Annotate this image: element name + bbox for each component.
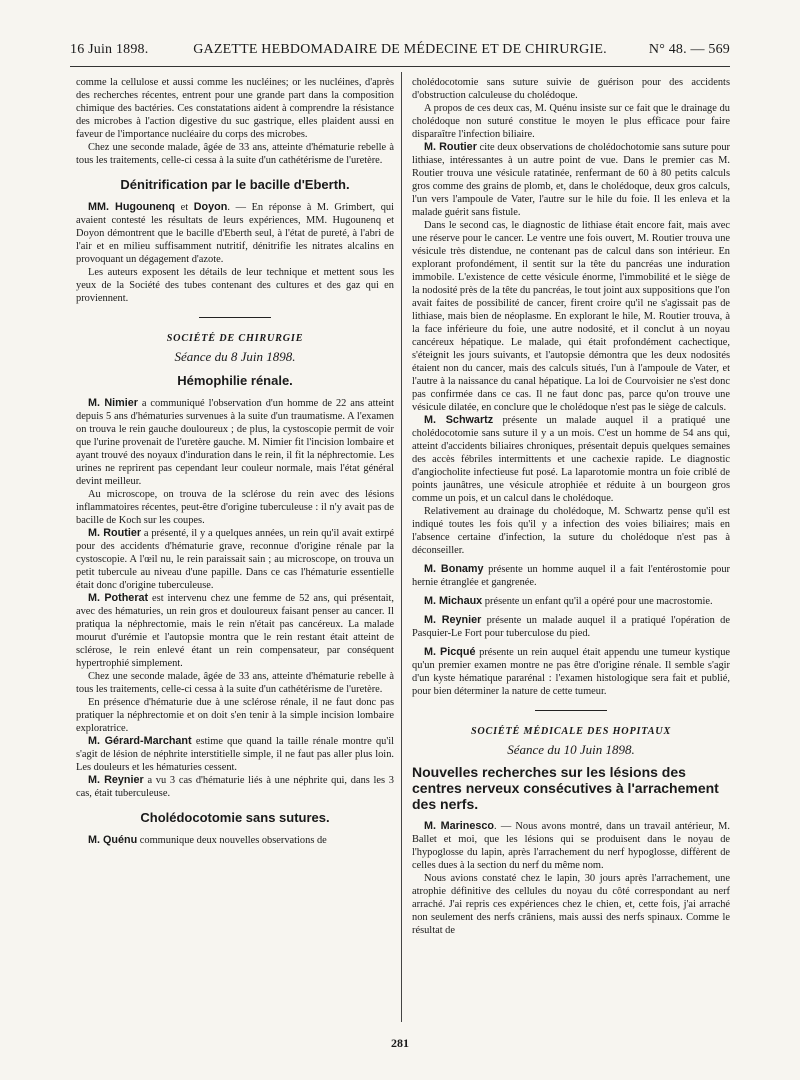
paragraph: Dans le second cas, le diagnostic de lithiase était encore fait, mais avec une réserve pour le cancer. Le ventre une fois ouvert, M. Routier trouva une vésicule très distendue, ne contenant pas de calcul dans son intérieur. En explorant profondément, il sentit sur la tête du pancréas une induration immobile. L'existence de cette vésicule énorme, l'immobilité et le siège de la nodosité près de la tête du pancréas, le tout joint aux suppositions que l'on avait faites de possibilité de cancer, firent croire qu'il ne s'agissait pas de lithiase, mais bien de néoplasme. En explorant le hile, M. Routier trouva, à la face inférieure du foie, une autre nodosité, et il conclut à un noyau cancéreux hépatique. Le malade, qui était profondément cachectique, s'éteignit les jours suivants, et l'autopsie démontra que les deux nodosités étaient non du cancer, mais des calculs situés, l'un à l'ampoule de Vater, et l'autre à la naissance du canal hépatique. La loi de Courvoisier ne s'est donc pas confirmée dans ce cas. Il ne faut donc pas, parce qu'on trouve une vésicule dilatée, en conclure que le cholédoque n'est pas le siège de calculs. [412, 220, 730, 413]
text-run: . — En réponse à M. Grimbert, qui avaient contesté les résultats de leurs expériences, MM. Hugounenq et Doyon démontrent que le bacille d'Eberth seul, à l'état de pureté, à l'abri de l'air et en milieu suffisamment nutritif, dénitrifie les nitrates alcalins en provoquant un dégagement d'azote. [76, 202, 394, 265]
left-column [76, 76, 394, 847]
text-run: et [174, 202, 194, 213]
running-header [70, 40, 730, 60]
section-rule [199, 317, 271, 318]
paragraph [76, 834, 394, 847]
paragraph: Nous avions constaté chez le lapin, 30 jours après l'arrachement, une atrophie définitive des cellules du noyau du côté correspondant au nerf arraché. J'ai repris ces expériences chez le chien, et, cette fois, j'ai arraché non seulement des nerfs crâniens, mais aussi des nerfs spinaux. Comme le résultat de [412, 873, 730, 936]
paragraph: Chez une seconde malade, âgée de 33 ans, atteinte d'hématurie rebelle à tous les traitements, celle-ci cessa à la suite d'un cathétérisme de l'uretère. [76, 142, 394, 166]
paragraph [76, 397, 394, 488]
text-run: présente un malade auquel il a pratiqué l'opération de Pasquier-Le Fort pour tuberculose du pied. [412, 615, 730, 639]
author-name: M. Schwartz [424, 414, 494, 426]
text-run: présente un homme auquel il a fait l'entérostomie pour hernie étranglée et gangrenée. [412, 564, 730, 588]
paragraph [412, 820, 730, 872]
paragraph: Relativement au drainage du cholédoque, M. Schwartz pense qu'il est indiqué toutes les fois qu'il y a infection des voies biliaires; mais en l'absence certaine d'infection, la suture du cholédoque n'est pas à déconseiller. [412, 506, 730, 556]
text-run: a vu 3 cas d'hématurie liés à une néphrite qui, dans les 3 cas, était tuberculeuse. [76, 775, 394, 799]
paragraph [412, 563, 730, 589]
author-name: Doyon [193, 201, 228, 213]
paragraph [76, 201, 394, 266]
text-run: est intervenu chez une femme de 52 ans, qui présentait, avec des hématuries, un rein gros et douloureux faisant penser au cancer. Il pratiqua la néphrectomie, mais le rein n'était pas cancéreux. La malade mourut d'urémie et l'autopsie montra que le rein restant était atteint de sclérose, le rein enlevé étant un rein compensateur, par conséquent hypertrophié simplement. [76, 593, 394, 669]
paragraph [76, 774, 394, 800]
session-date: Séance du 10 Juin 1898. [507, 742, 635, 757]
section-heading-nouvelles-recherches: Nouvelles recherches sur les lésions des centres nerveux consécutives à l'arrachement des nerfs. [412, 764, 719, 812]
paragraph: A propos de ces deux cas, M. Quénu insiste sur ce fait que le drainage du cholédoque non suturé constitue le moyen le plus efficace pour faire disparaître l'infection biliaire. [412, 103, 730, 140]
paragraph: En présence d'hématurie due à une sclérose rénale, il ne faut donc pas pratiquer la néphrectomie et on doit s'en tenir à la simple incision lombaire exploratrice. [76, 697, 394, 734]
author-name: MM. Hugounenq [88, 201, 175, 213]
right-column [412, 76, 730, 937]
session-date: Séance du 8 Juin 1898. [174, 349, 296, 364]
paragraph [76, 735, 394, 774]
paragraph: Au microscope, on trouva de la sclérose du rein avec des lésions inflammatoires récentes, peut-être d'origine tuberculeuse : il n'y avait pas de bacille de Koch sur les coupes. [76, 489, 394, 526]
text-run: a présenté, il y a quelques années, un rein qu'il avait extirpé pour des accidents d'hématurie grave, reconnue d'origine rénale par la cystoscopie. A l'œil nu, le rein paraissait sain ; au microscope, on trouva un petit tubercule au niveau d'une papille. Dans ce cas l'hématurie essentielle était donc d'origine tuberculeuse. [76, 528, 394, 591]
author-name: M. Reynier [88, 774, 144, 786]
paragraph [412, 595, 730, 608]
author-name: M. Routier [424, 141, 477, 153]
text-run: présente un malade auquel il a pratiqué une cholédocotomie sans suture il y a un mois. C'est un homme de 54 ans qui, atteint d'accidents biliaires chroniques, présentait depuis quelques semaines des accès fébriles intermittents et une cachexie rapide. Le diagnostic d'angiocholite infectieuse fut posé. La laparotomie montra un foie criblé de points jaunâtres, une vésicule atrophiée et réduite à un bourgeon gros comme un pois, et un calcul dans le cholédoque. [412, 415, 730, 504]
header-journal-title: GAZETTE HEBDOMADAIRE DE MÉDECINE ET DE CHIRURGIE. [193, 42, 607, 57]
author-name: M. Quénu [88, 834, 138, 846]
page-number: 281 [391, 1036, 409, 1050]
paragraph: Chez une seconde malade, âgée de 33 ans, atteinte d'hématurie rebelle à tous les traitements, celle-ci cessa à la suite d'un cathétérisme de l'uretère. [76, 671, 394, 695]
section-rule [535, 710, 607, 711]
society-heading: SOCIÉTÉ MÉDICALE DES HOPITAUX [470, 726, 672, 737]
author-name: M. Nimier [88, 397, 138, 409]
section-heading-hemophilie: Hémophilie rénale. [177, 373, 293, 388]
text-run: présente un rein auquel était appendu une tumeur kystique qu'un premier examen montre ne pas être d'origine rénale. Il semble s'agir d'un kyste hématique pararénal : l'examen histologique sera fait et publié, pour bien déterminer la nature de cette tumeur. [412, 647, 730, 697]
text-run: estime que quand la taille rénale montre qu'il s'agit de lésion de néphrite interstitielle simple, il ne faut pas aller plus loin. Les douleurs et les hématuries cessent. [76, 736, 394, 773]
paragraph [412, 646, 730, 698]
author-name: M. Potherat [88, 592, 149, 604]
author-name: M. Reynier [424, 614, 482, 626]
author-name: M. Michaux [424, 595, 483, 607]
society-heading: SOCIÉTÉ DE CHIRURGIE [166, 333, 304, 344]
paragraph: Les auteurs exposent les détails de leur technique et mettent sous les yeux de la Société des tubes contenant des cultures et des gaz qui en proviennent. [76, 267, 394, 304]
header-date: 16 Juin 1898. [70, 42, 149, 57]
paragraph: cholédocotomie sans suture suivie de guérison pour des accidents d'obstruction calculeuse du cholédoque. [412, 77, 730, 101]
author-name: M. Marinesco [424, 820, 495, 832]
column-divider [401, 72, 402, 1022]
author-name: M. Bonamy [424, 563, 484, 575]
paragraph [412, 141, 730, 219]
header-issue-page: N° 48. — 569 [648, 42, 730, 57]
text-run: communique deux nouvelles observations de [137, 835, 327, 846]
paragraph: comme la cellulose et aussi comme les nucléines; or les nucléines, d'après des recherches récentes, entrent pour une grande part dans la composition chimique des bactéries. Ces constatations aident à comprendre la résistance des microbes à l'action digestive du suc gastrique, elles plaident aussi en faveur de l'importance nucléaire du corps des microbes. [76, 77, 394, 140]
author-name: M. Picqué [424, 646, 476, 658]
paragraph [76, 527, 394, 592]
text-run: a communiqué l'observation d'un homme de 22 ans atteint depuis 5 ans d'hématuries survenues à la suite d'un traumatisme. A l'examen on trouva le rein gauche douloureux ; de plus, la cystoscopie permit de voir que l'urine provenait de l'uretère gauche. M. Nimier fit l'incision lombaire et ayant trouvé des noyaux d'induration dans le rein, il fit la néphrectomie. Les urines ne reprirent pas cependant leur couleur normale, mais l'état général devint meilleur. [76, 398, 394, 487]
section-heading-choledocotomie: Cholédocotomie sans sutures. [140, 810, 330, 825]
section-heading-denitrification: Dénitrification par le bacille d'Eberth. [120, 177, 350, 192]
header-rule [70, 66, 730, 67]
paragraph [412, 614, 730, 640]
author-name: M. Gérard-Marchant [88, 735, 192, 747]
paragraph [76, 592, 394, 670]
text-run: présente un enfant qu'il a opéré pour une macrostomie. [482, 596, 713, 607]
text-run: . — Nous avons montré, dans un travail antérieur, M. Ballet et moi, que les lésions qui se produisent dans le noyau de l'hypoglosse du lapin, après l'arrachement du nerf hypoglosse, diffèrent de celles dues à la section du nerf du même nom. [412, 821, 730, 871]
text-run: cite deux observations de cholédochotomie sans suture pour lithiase, intéressantes à un autre point de vue. Dans le premier cas M. Routier trouva une vésicule ratatinée, renfermant de 60 à 80 petits calculs gros comme des grains de plomb, et, dans le cholédoque, deux gros calculs, l'un vers l'ampoule de Vater, l'autre sur le hile du foie. Il les enleva et la malade guérit sans fistule. [412, 142, 730, 218]
author-name: M. Routier [88, 527, 142, 539]
paragraph [412, 414, 730, 505]
